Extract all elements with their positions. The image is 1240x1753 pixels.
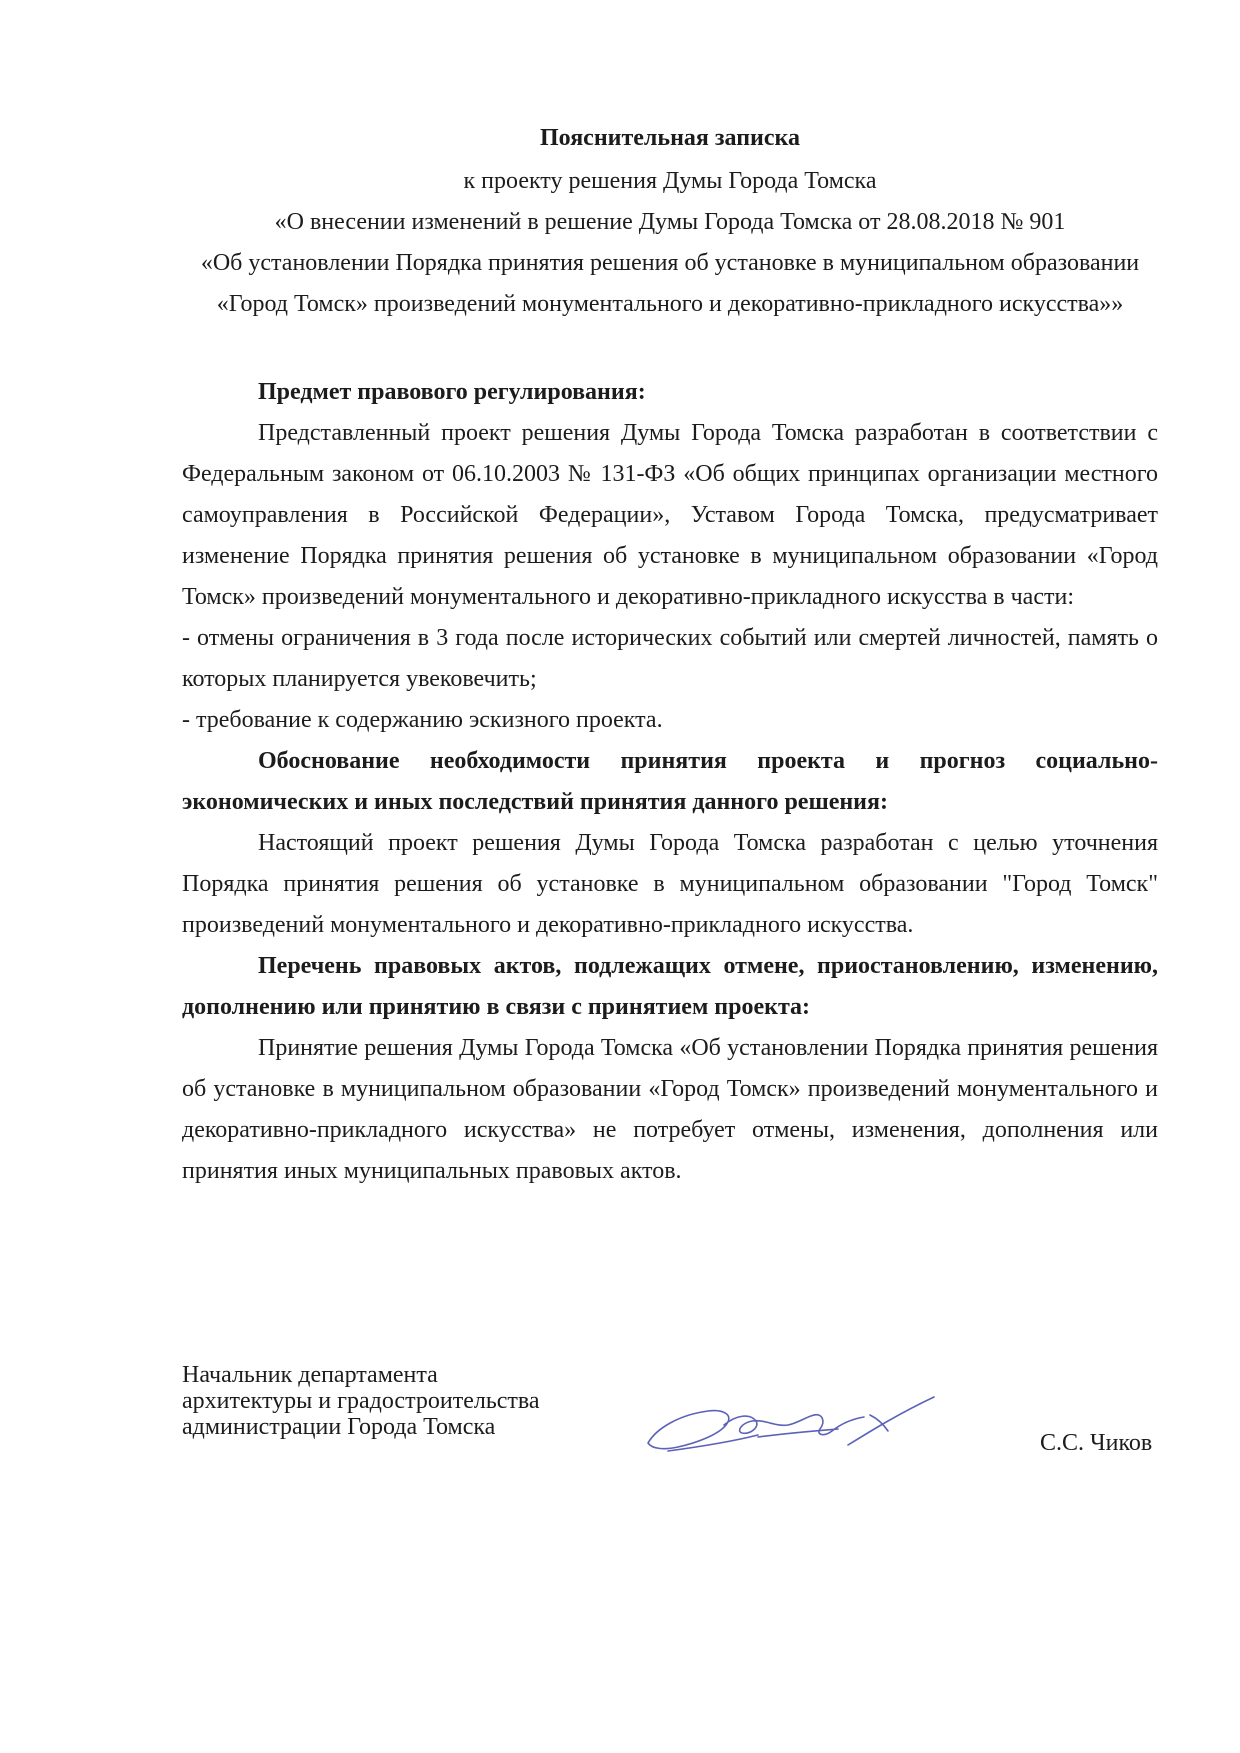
section-heading-legal-acts: Перечень правовых актов, подлежащих отмене, приостановлению, изменению, дополнению или принятию в связи с принятием проекта: (182, 953, 1158, 1020)
header-subtitle-line-1: к проекту решения Думы Города Томска (463, 168, 877, 194)
header-subtitle-line-2: «О внесении изменений в решение Думы Города Томска от 28.08.2018 № 901 (274, 209, 1066, 235)
section-heading-subject: Предмет правового регулирования: (258, 379, 646, 405)
document-title: Пояснительная записка (539, 125, 800, 151)
list-item: - требование к содержанию эскизного проекта. (182, 707, 663, 733)
header-subtitle-line-3: «Об установлении Порядка принятия решения об установке в муниципальном образовании «Город Томск» произведений монументального и декоративно-прикладного искусства»» (200, 250, 1140, 317)
document-header (180, 118, 1160, 325)
section-paragraph-justification: Настоящий проект решения Думы Города Томска разработан с целью уточнения Порядка принятия решения об установке в муниципальном образовании "Город Томск" произведений монументального и декоративно-прикладного искусства. (182, 830, 1158, 938)
signatory-position-line-2: архитектуры и градостроительства (182, 1388, 540, 1414)
signatory-position (182, 1362, 540, 1440)
list-item: - отмены ограничения в 3 года после исторических событий или смертей личностей, память о которых планируется увековечить; (182, 625, 1158, 692)
handwritten-signature (638, 1385, 958, 1465)
signatory-position-line-1: Начальник департамента (182, 1362, 438, 1388)
signatory-position-line-3: администрации Города Томска (182, 1414, 496, 1440)
section-paragraph-subject: Представленный проект решения Думы Города Томска разработан в соответствии с Федеральным законом от 06.10.2003 № 131-ФЗ «Об общих принципах организации местного самоуправления в Российской Федерации», Уставом Города Томска, предусматривает изменение Порядка принятия решения об установке в муниципальном образовании «Город Томск» произведений монументального и декоративно-прикладного искусства в части: (182, 420, 1158, 610)
document-body (182, 372, 1158, 1192)
signatory-name: С.С. Чиков (1040, 1430, 1153, 1456)
section-heading-justification: Обоснование необходимости принятия проекта и прогноз социально-экономических и иных последствий принятия данного решения: (182, 748, 1158, 815)
section-paragraph-legal-acts: Принятие решения Думы Города Томска «Об установлении Порядка принятия решения об установке в муниципальном образовании «Город Томск» произведений монументального и декоративно-прикладного искусства» не потребует отмены, изменения, дополнения или принятия иных муниципальных правовых актов. (182, 1035, 1158, 1184)
